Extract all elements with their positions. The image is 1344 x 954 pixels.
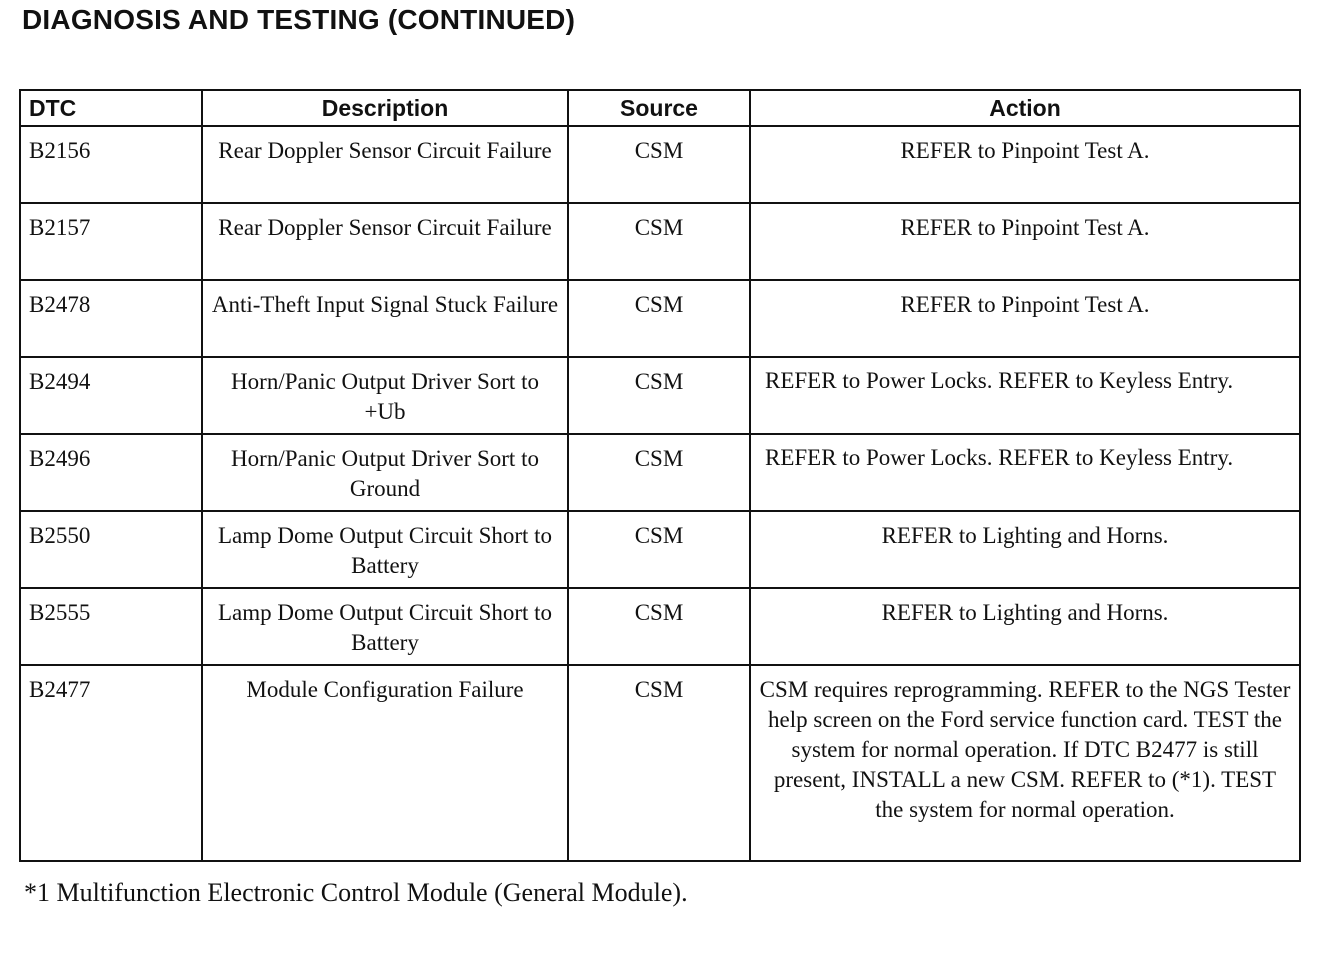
dtc-action: REFER to Pinpoint Test A. [750, 203, 1300, 280]
dtc-description: Rear Doppler Sensor Circuit Failure [202, 126, 568, 203]
table-row [20, 588, 1300, 665]
dtc-code: B2157 [20, 203, 202, 280]
dtc-description: Lamp Dome Output Circuit Short to Battery [202, 588, 568, 665]
table-row [20, 357, 1300, 434]
dtc-source: CSM [568, 126, 750, 203]
dtc-source: CSM [568, 665, 750, 861]
dtc-action: REFER to Lighting and Horns. [750, 588, 1300, 665]
table-row [20, 280, 1300, 357]
column-header-dtc: DTC [20, 90, 202, 126]
column-header-description: Description [202, 90, 568, 126]
dtc-description: Horn/Panic Output Driver Sort to Ground [202, 434, 568, 511]
dtc-code: B2156 [20, 126, 202, 203]
dtc-code: B2477 [20, 665, 202, 861]
dtc-source: CSM [568, 511, 750, 588]
table-row [20, 511, 1300, 588]
dtc-action: REFER to Power Locks. REFER to Keyless Entry. [750, 357, 1300, 434]
dtc-code: B2555 [20, 588, 202, 665]
dtc-description: Rear Doppler Sensor Circuit Failure [202, 203, 568, 280]
table-header-row [20, 90, 1300, 126]
dtc-source: CSM [568, 280, 750, 357]
table-row [20, 665, 1300, 861]
dtc-action: REFER to Power Locks. REFER to Keyless Entry. [750, 434, 1300, 511]
footnote: *1 Multifunction Electronic Control Module (General Module). [24, 878, 688, 907]
dtc-action: CSM requires reprogramming. REFER to the NGS Tester help screen on the Ford service function card. TEST the system for normal operation. If DTC B2477 is still present, INSTALL a new CSM. REFER to (*1). TEST the system for normal operation. [750, 665, 1300, 861]
dtc-code: B2496 [20, 434, 202, 511]
dtc-source: CSM [568, 357, 750, 434]
table-row [20, 126, 1300, 203]
column-header-action: Action [750, 90, 1300, 126]
table-row [20, 434, 1300, 511]
dtc-description: Module Configuration Failure [202, 665, 568, 861]
page-title: DIAGNOSIS AND TESTING (CONTINUED) [22, 4, 576, 35]
dtc-description: Anti-Theft Input Signal Stuck Failure [202, 280, 568, 357]
dtc-code: B2550 [20, 511, 202, 588]
dtc-source: CSM [568, 588, 750, 665]
table-row [20, 203, 1300, 280]
dtc-description: Horn/Panic Output Driver Sort to +Ub [202, 357, 568, 434]
column-header-source: Source [568, 90, 750, 126]
dtc-description: Lamp Dome Output Circuit Short to Battery [202, 511, 568, 588]
dtc-table [19, 89, 1301, 862]
dtc-source: CSM [568, 434, 750, 511]
dtc-source: CSM [568, 203, 750, 280]
dtc-action: REFER to Pinpoint Test A. [750, 126, 1300, 203]
dtc-action: REFER to Lighting and Horns. [750, 511, 1300, 588]
dtc-action: REFER to Pinpoint Test A. [750, 280, 1300, 357]
dtc-code: B2494 [20, 357, 202, 434]
dtc-code: B2478 [20, 280, 202, 357]
